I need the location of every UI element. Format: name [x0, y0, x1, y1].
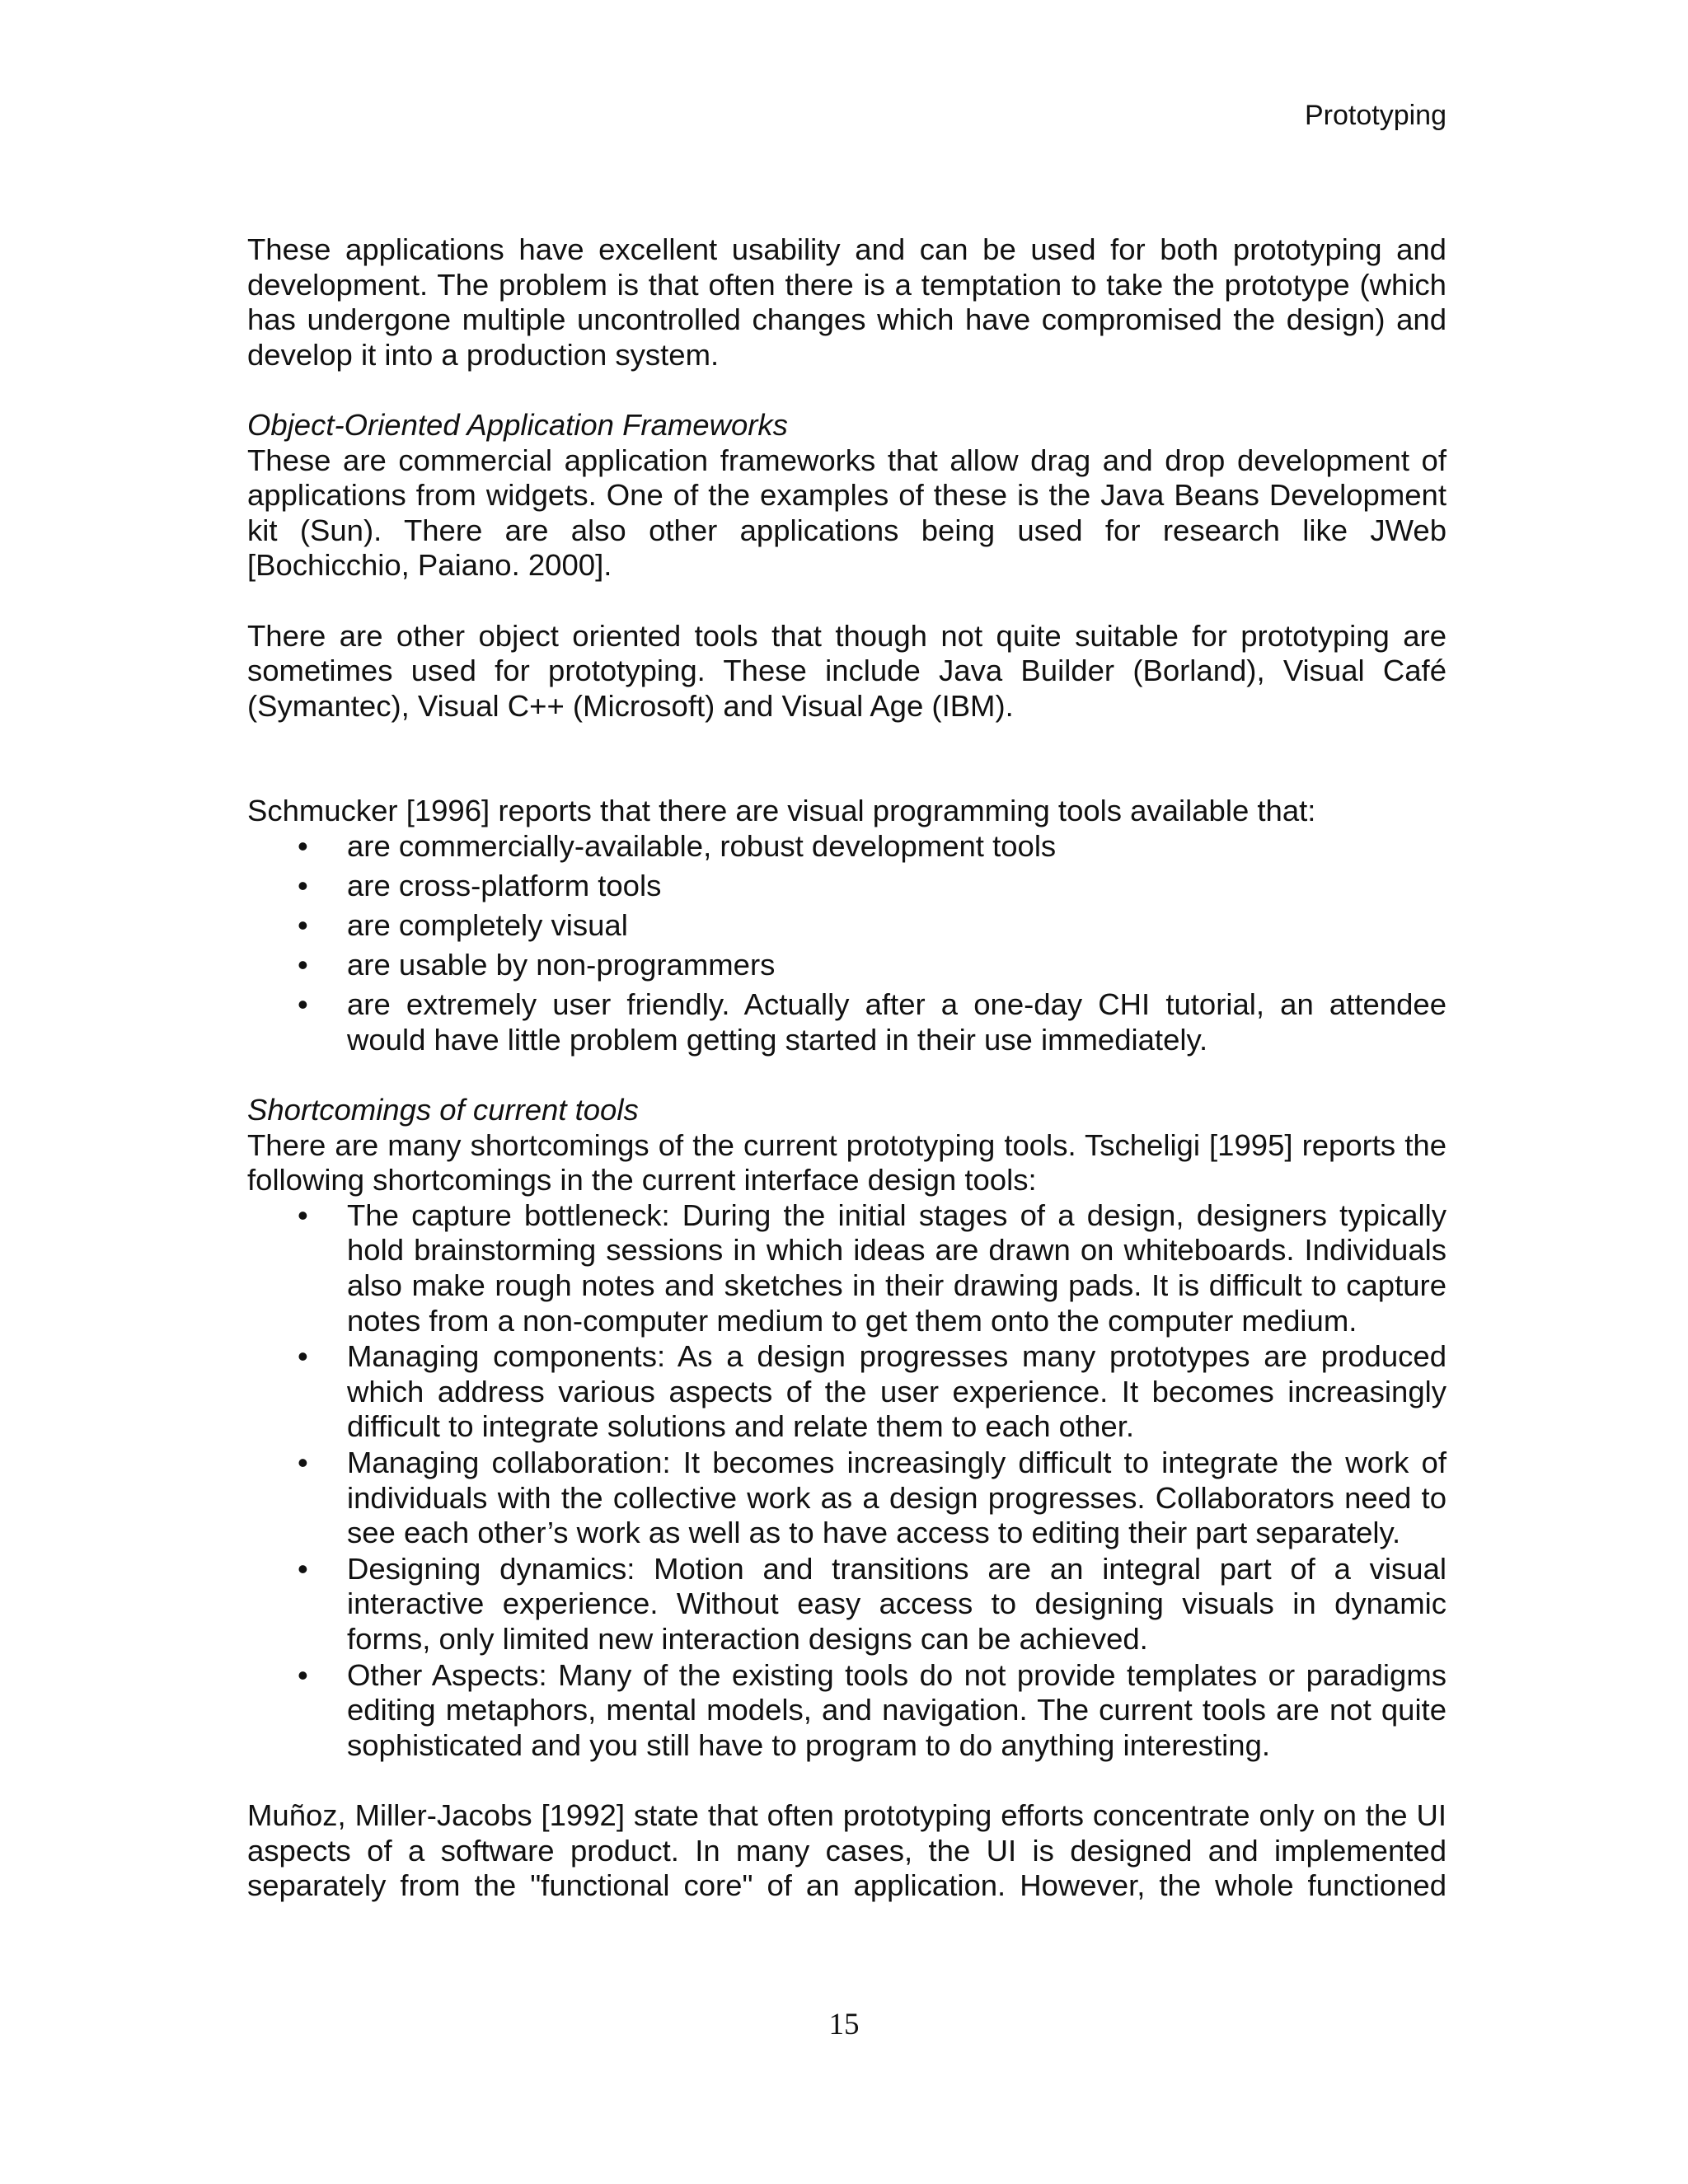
list-item: • are commercially-available, robust development tools [247, 829, 1447, 865]
running-head: Prototyping [1305, 100, 1447, 131]
list-item: • Designing dynamics: Motion and transitions are an integral part of a visual interactive experience. Without easy access to designing visuals in dynamic forms, only limited new interaction designs can be achieved. [247, 1552, 1447, 1657]
paragraph-frameworks: These are commercial application frameworks that allow drag and drop development of applications from widgets. One of the examples of these is the Java Beans Development kit (Sun). There are also other applications being used for research like JWeb [Bochicchio, Paiano. 2000]. [247, 443, 1447, 583]
section-heading-shortcomings: Shortcomings of current tools [247, 1093, 639, 1127]
paragraph-object-oriented-tools: There are other object oriented tools that though not quite suitable for prototyping are sometimes used for prototyping. These include Java Builder (Borland), Visual Café (Symantec), Visual C++ (Microsoft) and Visual Age (IBM). [247, 618, 1447, 723]
list-item: • are usable by non-programmers [247, 948, 1447, 983]
list-item: • are cross-platform tools [247, 869, 1447, 904]
paragraph-schmucker: Schmucker [1996] reports that there are visual programming tools available that: [247, 794, 1316, 828]
bullet-list-visual-tools [247, 829, 1447, 1058]
list-item: • Managing collaboration: It becomes increasingly difficult to integrate the work of individuals with the collective work as a design progresses. Collaborators need to see each other’s work as well as to have access to editing their part separately. [247, 1446, 1447, 1551]
list-item: • are extremely user friendly. Actually after a one-day CHI tutorial, an attendee would have little problem getting started in their use immediately. [247, 987, 1447, 1057]
paragraph-munoz: Muñoz, Miller-Jacobs [1992] state that often prototyping efforts concentrate only on the UI aspects of a software product. In many cases, the UI is designed and implemented separately from the "functional core" of an application. However, the whole functioned [247, 1797, 1447, 1903]
list-item: • Managing components: As a design progresses many prototypes are produced which address various aspects of the user experience. It becomes increasingly difficult to integrate solutions and relate them to each other. [247, 1339, 1447, 1445]
page-body [247, 232, 1447, 1904]
paragraph-usability: These applications have excellent usability and can be used for both prototyping and development. The problem is that often there is a temptation to take the prototype (which has undergone multiple uncontrolled changes which have compromised the design) and develop it into a production system. [247, 232, 1447, 372]
bullet-list-shortcomings [247, 1198, 1447, 1764]
list-item: • are completely visual [247, 908, 1447, 944]
paragraph-shortcomings-intro: There are many shortcomings of the current prototyping tools. Tscheligi [1995] reports the following shortcomings in the current interface design tools: [247, 1127, 1447, 1197]
section-heading-frameworks: Object-Oriented Application Frameworks [247, 407, 788, 442]
list-item: • Other Aspects: Many of the existing tools do not provide templates or paradigms editing metaphors, mental models, and navigation. The current tools are not quite sophisticated and you still have to program to do anything interesting. [247, 1658, 1447, 1764]
page-number: 15 [828, 2008, 860, 2041]
list-item: • The capture bottleneck: During the initial stages of a design, designers typically hold brainstorming sessions in which ideas are drawn on whiteboards. Individuals also make rough notes and sketches in their drawing pads. It is difficult to capture notes from a non-computer medium to get them onto the computer medium. [247, 1198, 1447, 1338]
